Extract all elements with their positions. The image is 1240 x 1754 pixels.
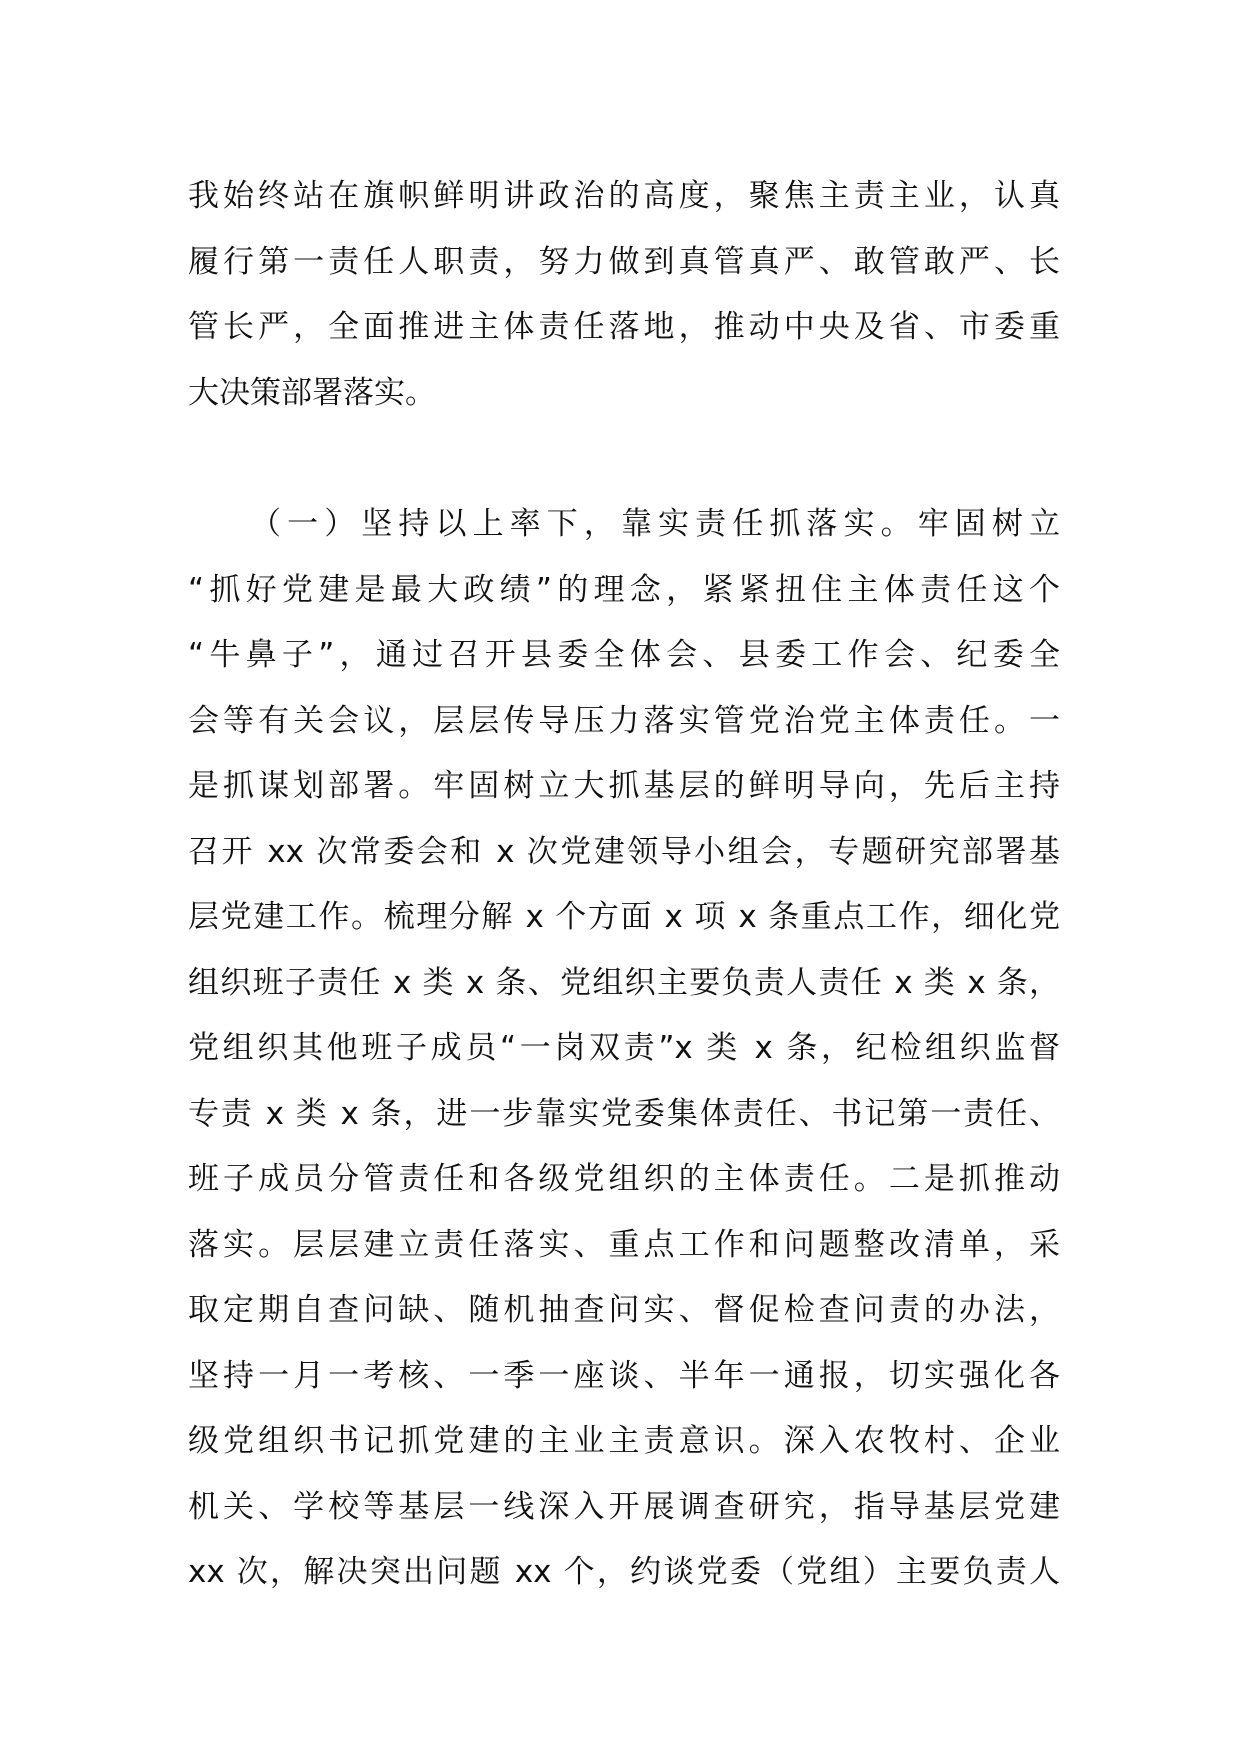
paragraph-line: “牛鼻子”，通过召开县委全体会、县委工作会、纪委全 bbox=[188, 637, 1060, 673]
paragraph-line: 召开 xx 次常委会和 x 次党建领导小组会，专题研究部署基 bbox=[188, 833, 1060, 870]
paragraph-line: 大决策部署落实。 bbox=[188, 374, 436, 411]
paragraph-line: 取定期自查问缺、随机抽查问实、督促检查问责的办法， bbox=[188, 1292, 1060, 1328]
paragraph-line: 班子成员分管责任和各级党组织的主体责任。二是抓推动 bbox=[188, 1161, 1060, 1197]
paragraph-line: 坚持一月一考核、一季一座谈、半年一通报，切实强化各 bbox=[188, 1357, 1060, 1394]
paragraph-line: 履行第一责任人职责，努力做到真管真严、敢管敢严、长 bbox=[188, 243, 1060, 280]
paragraph-line: 层党建工作。梳理分解 x 个方面 x 项 x 条重点工作，细化党 bbox=[188, 899, 1060, 935]
paragraph-line: 是抓谋划部署。牢固树立大抓基层的鲜明导向，先后主持 bbox=[188, 768, 1060, 804]
paragraph-1 bbox=[188, 164, 1060, 426]
paragraph-2 bbox=[188, 492, 1060, 1606]
paragraph-line-indented: （一）坚持以上率下，靠实责任抓落实。牢固树立 bbox=[250, 506, 1060, 542]
paragraph-line: 党组织其他班子成员“一岗双责”x 类 x 条，纪检组织监督 bbox=[188, 1030, 1060, 1066]
paragraph-line: 机关、学校等基层一线深入开展调查研究，指导基层党建 bbox=[188, 1488, 1060, 1525]
paragraph-line: 落实。层层建立责任落实、重点工作和问题整改清单，采 bbox=[188, 1226, 1060, 1263]
paragraph-line: “抓好党建是最大政绩”的理念，紧紧扭住主体责任这个 bbox=[188, 571, 1060, 608]
paragraph-line: 专责 x 类 x 条，进一步靠实党委集体责任、书记第一责任、 bbox=[188, 1095, 1060, 1132]
paragraph-line: 管长严，全面推进主体责任落地，推动中央及省、市委重 bbox=[188, 309, 1060, 345]
paragraph-line: 级党组织书记抓党建的主业主责意识。深入农牧村、企业 bbox=[188, 1423, 1060, 1459]
paragraph-line: 组织班子责任 x 类 x 条、党组织主要负责人责任 x 类 x 条， bbox=[188, 964, 1060, 1001]
paragraph-line: 会等有关会议，层层传导压力落实管党治党主体责任。一 bbox=[188, 702, 1060, 739]
paragraph-line: 我始终站在旗帜鲜明讲政治的高度，聚焦主责主业，认真 bbox=[188, 178, 1060, 214]
paragraph-line: xx 次，解决突出问题 xx 个，约谈党委（党组）主要负责人 bbox=[188, 1554, 1060, 1590]
